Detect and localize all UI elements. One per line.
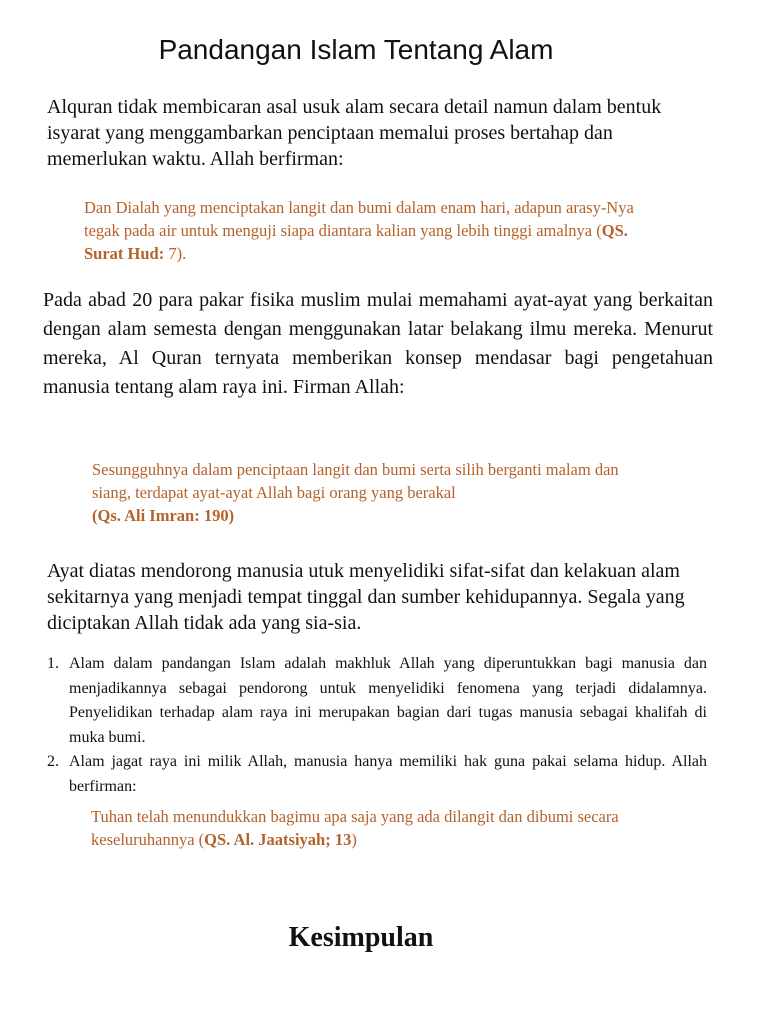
list-item [47,750,707,799]
quote-jaatsiyah [91,805,661,851]
list-item-text: Alam dalam pandangan Islam adalah makhluk Allah yang diperuntukkan bagi manusia dan menjadikannya sebagai pendorong untuk menyelidiki fenomena yang terjadi didalamnya. Penyelidikan terhadap alam raya ini merupakan bagian dari tugas manusia sebagai khalifah di muka bumi. [69,655,707,746]
list-item-number: 2. [47,753,59,770]
paragraph-physics: Pada abad 20 para pakar fisika muslim mulai memahami ayat-ayat yang berkaitan dengan alam semesta dengan menggunakan latar belakang ilmu mereka. Menurut mereka, Al Quran ternyata memberikan konsep mendasar bagi pengetahuan manusia tentang alam raya ini. Firman Allah: [43,289,713,398]
quote-jaatsiyah-text: Tuhan telah menundukkan bagimu apa saja yang ada dilangit dan dibumi secara keseluruhannya ( [91,807,619,849]
page-title: Pandangan Islam Tentang Alam [158,34,554,65]
quote-hud-ref-tail: 7). [164,244,187,263]
paragraph-investigate: Ayat diatas mendorong manusia utuk menyelidiki sifat-sifat dan kelakuan alam sekitarnya yang menjadi tempat tinggal dan sumber kehidupannya. Segala yang diciptakan Allah tidak ada yang sia-sia. [47,560,685,634]
quote-ali-imran-text: Sesungguhnya dalam penciptaan langit dan bumi serta silih berganti malam dan siang, terdapat ayat-ayat Allah bagi orang yang berakal [92,460,619,502]
quote-hud [84,196,644,265]
list-item [47,652,707,750]
quote-jaatsiyah-ref: QS. Al. Jaatsiyah; 13 [204,830,352,849]
quote-hud-ref: QS. Surat Hud: [84,221,628,263]
intro-paragraph: Alquran tidak membicaran asal usuk alam secara detail namun dalam bentuk isyarat yang menggambarkan penciptaan memalui proses bertahap dan memerlukan waktu. Allah berfirman: [47,96,662,170]
quote-hud-text: Dan Dialah yang menciptakan langit dan bumi dalam enam hari, adapun arasy-Nya tegak pada air untuk menguji siapa diantara kalian yang lebih tinggi amalnya ( [84,198,634,240]
list-item-text: Alam jagat raya ini milik Allah, manusia hanya memiliki hak guna pakai selama hidup. Allah berfirman: [69,753,707,795]
quote-jaatsiyah-ref-tail: ) [351,830,357,849]
numbered-list [47,652,707,799]
quote-ali-imran-ref: (Qs. Ali Imran: 190) [92,506,235,525]
conclusion-heading: Kesimpulan [288,922,434,953]
quote-ali-imran [92,458,652,527]
list-item-number: 1. [47,655,59,672]
